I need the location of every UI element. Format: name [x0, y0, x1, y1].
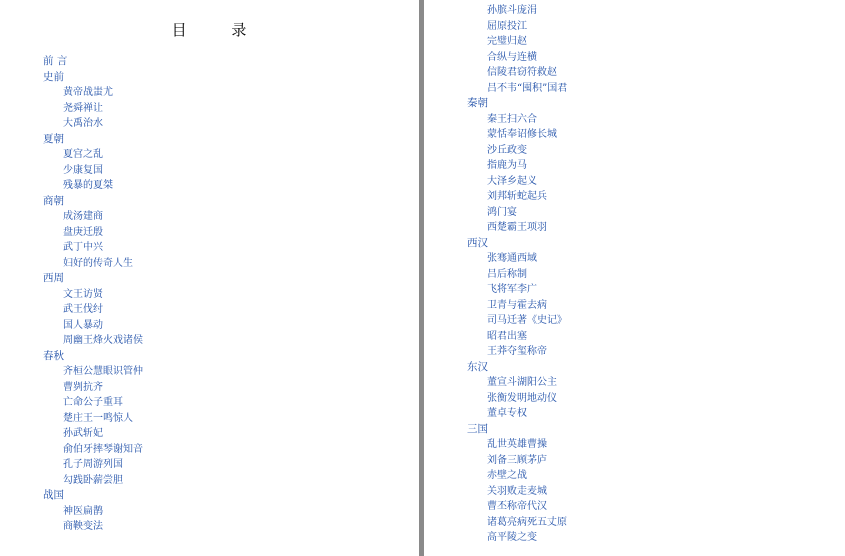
toc-entry	[467, 267, 567, 283]
toc-entry	[43, 519, 143, 535]
toc-section-heading	[43, 271, 143, 287]
toc-entry-link[interactable]: 高平陵之变	[487, 532, 537, 543]
toc-entry-link[interactable]: 楚庄王一鸣惊人	[63, 412, 133, 424]
toc-entry-link[interactable]: 周幽王烽火戏诸侯	[63, 335, 143, 346]
toc-entry	[467, 329, 567, 345]
toc-section-link[interactable]: 春秋	[43, 349, 64, 362]
toc-entry	[467, 34, 567, 50]
toc-section-heading	[43, 488, 143, 504]
toc-entry-link[interactable]: 张骞通西域	[487, 253, 537, 264]
toc-entry-link[interactable]: 吕后称制	[487, 268, 527, 280]
toc-section-heading	[43, 194, 143, 210]
toc-entry-link[interactable]: 残暴的夏桀	[63, 180, 113, 191]
toc-entry-link[interactable]: 飞将军李广	[487, 284, 537, 295]
toc-section-link[interactable]: 西汉	[467, 236, 488, 249]
toc-entry-link[interactable]: 信陵君窃符救赵	[487, 67, 557, 78]
toc-entry-link[interactable]: 张衡发明地动仪	[487, 392, 557, 404]
toc-entry-link[interactable]: 少康复国	[63, 164, 103, 176]
toc-entry	[467, 205, 567, 221]
toc-entry	[43, 411, 143, 427]
toc-entry	[43, 457, 143, 473]
toc-entry	[43, 302, 143, 318]
toc-entry	[43, 380, 143, 396]
toc-entry	[43, 442, 143, 458]
toc-section-link[interactable]: 秦朝	[467, 97, 488, 109]
toc-entry-link[interactable]: 卫青与霍去病	[487, 299, 547, 311]
toc-entry	[467, 313, 567, 329]
toc-entry	[43, 85, 143, 101]
toc-entry	[467, 282, 567, 298]
toc-section-heading	[43, 132, 143, 148]
toc-entry	[43, 395, 143, 411]
toc-entry	[43, 504, 143, 520]
toc-entry-link[interactable]: 诸葛亮病死五丈原	[487, 516, 567, 528]
toc-entry	[467, 251, 567, 267]
toc-entry	[467, 50, 567, 66]
toc-entry	[467, 65, 567, 81]
toc-entry-link[interactable]: 商鞅变法	[63, 521, 103, 532]
toc-entry-link[interactable]: 合纵与连横	[487, 51, 537, 63]
toc-list-right	[467, 3, 567, 546]
toc-entry	[43, 426, 143, 442]
toc-entry-link[interactable]: 王莽夺玺称帝	[487, 346, 547, 357]
toc-entry-link[interactable]: 武王伐纣	[63, 304, 103, 315]
toc-entry-link[interactable]: 成汤建商	[63, 211, 103, 222]
toc-entry	[43, 147, 143, 163]
toc-section-heading	[467, 360, 567, 376]
toc-entry	[467, 189, 567, 205]
toc-entry-link[interactable]: 夏宫之乱	[63, 149, 103, 160]
toc-section-link[interactable]: 三国	[467, 422, 488, 435]
toc-section-link[interactable]: 史前	[43, 70, 64, 83]
toc-entry	[467, 375, 567, 391]
toc-entry	[43, 116, 143, 132]
toc-entry-link[interactable]: 西楚霸王项羽	[487, 222, 547, 233]
toc-section-heading	[43, 70, 143, 86]
toc-entry	[43, 287, 143, 303]
toc-entry	[43, 364, 143, 380]
toc-section-heading	[43, 349, 143, 365]
toc-entry-link[interactable]: 乱世英雄曹操	[487, 439, 547, 450]
toc-entry	[43, 318, 143, 334]
toc-entry	[43, 225, 143, 241]
toc-entry-link[interactable]: 文王访贤	[63, 288, 103, 300]
toc-entry-link[interactable]: 吕不韦“囤积”国君	[487, 82, 568, 94]
toc-entry-link[interactable]: 亡命公子重耳	[63, 397, 123, 408]
toc-entry-link[interactable]: 孔子周游列国	[63, 459, 123, 470]
toc-entry	[467, 406, 567, 422]
toc-entry	[467, 174, 567, 190]
toc-entry-link[interactable]: 妇好的传奇人生	[63, 257, 133, 269]
toc-entry	[467, 515, 567, 531]
toc-entry	[467, 3, 567, 19]
toc-entry	[467, 437, 567, 453]
toc-entry-link[interactable]: 勾践卧薪尝胆	[63, 474, 123, 486]
toc-entry-link[interactable]: 司马迁著《史记》	[487, 315, 567, 326]
toc-list-left	[43, 54, 143, 535]
toc-entry-link[interactable]: 大泽乡起义	[487, 175, 537, 187]
toc-section-link[interactable]: 西周	[43, 272, 64, 284]
toc-entry-link[interactable]: 沙丘政变	[487, 144, 527, 156]
toc-entry-link[interactable]: 赤壁之战	[487, 470, 527, 481]
toc-entry-link[interactable]: 秦王扫六合	[487, 113, 537, 125]
toc-entry-link[interactable]: 完璧归赵	[487, 36, 527, 47]
toc-entry-link[interactable]: 曹刿抗齐	[63, 381, 103, 393]
toc-entry-link[interactable]: 武丁中兴	[63, 242, 103, 253]
toc-entry-link[interactable]: 刘邦斩蛇起兵	[487, 191, 547, 202]
toc-entry-link[interactable]: 刘备三顾茅庐	[487, 454, 547, 466]
left-page	[0, 0, 418, 556]
toc-entry-link[interactable]: 尧舜禅让	[63, 102, 103, 114]
toc-entry	[467, 530, 567, 546]
toc-section-heading	[467, 96, 567, 112]
toc-entry	[43, 178, 143, 194]
toc-entry-link[interactable]: 大禹治水	[63, 118, 103, 129]
toc-section-link[interactable]: 商朝	[43, 194, 64, 207]
toc-entry	[467, 344, 567, 360]
toc-entry	[467, 391, 567, 407]
toc-entry-link[interactable]: 神医扁鹊	[63, 505, 103, 517]
toc-entry	[43, 473, 143, 489]
toc-entry	[467, 499, 567, 515]
toc-entry-link[interactable]: 盘庚迁殷	[63, 226, 103, 238]
right-page	[424, 0, 845, 556]
toc-entry-link[interactable]: 鸿门宴	[487, 206, 517, 218]
toc-section-link[interactable]: 战国	[43, 489, 64, 501]
toc-entry	[467, 453, 567, 469]
toc-section-link[interactable]: 前 言	[43, 55, 68, 67]
toc-entry	[467, 143, 567, 159]
toc-entry-link[interactable]: 国人暴动	[63, 319, 103, 331]
toc-entry-link[interactable]: 孙武斩妃	[63, 428, 103, 439]
toc-entry	[467, 19, 567, 35]
toc-entry	[43, 101, 143, 117]
toc-entry-link[interactable]: 关羽败走麦城	[487, 485, 547, 497]
toc-entry-link[interactable]: 齐桓公慧眼识管仲	[63, 366, 143, 377]
toc-section-link[interactable]: 东汉	[467, 360, 488, 373]
toc-entry	[467, 484, 567, 500]
toc-entry	[43, 333, 143, 349]
toc-section-link[interactable]: 夏朝	[43, 132, 64, 145]
toc-entry-link[interactable]: 曹丕称帝代汉	[487, 501, 547, 512]
toc-entry	[467, 468, 567, 484]
toc-entry	[467, 127, 567, 143]
toc-section-heading	[467, 422, 567, 438]
toc-entry	[467, 112, 567, 128]
toc-entry	[467, 220, 567, 236]
toc-entry-link[interactable]: 屈原投江	[487, 20, 527, 32]
toc-entry-link[interactable]: 孙膑斗庞涓	[487, 5, 537, 16]
toc-entry	[467, 158, 567, 174]
toc-entry	[43, 256, 143, 272]
toc-entry-link[interactable]: 黄帝战蚩尤	[63, 87, 113, 98]
toc-entry-link[interactable]: 董宣斗湖阳公主	[487, 377, 557, 388]
toc-entry-link[interactable]: 昭君出塞	[487, 330, 527, 342]
toc-entry-link[interactable]: 俞伯牙摔琴谢知音	[63, 443, 143, 455]
toc-section-heading	[43, 54, 143, 70]
toc-entry-link[interactable]: 董卓专权	[487, 408, 527, 419]
toc-entry	[467, 81, 567, 97]
toc-section-heading	[467, 236, 567, 252]
toc-entry	[43, 209, 143, 225]
toc-entry	[43, 163, 143, 179]
toc-entry	[43, 240, 143, 256]
toc-title: 目 录	[171, 21, 267, 39]
toc-entry-link[interactable]: 指鹿为马	[487, 160, 527, 171]
toc-entry	[467, 298, 567, 314]
toc-entry-link[interactable]: 蒙恬奉诏修长城	[487, 129, 557, 140]
